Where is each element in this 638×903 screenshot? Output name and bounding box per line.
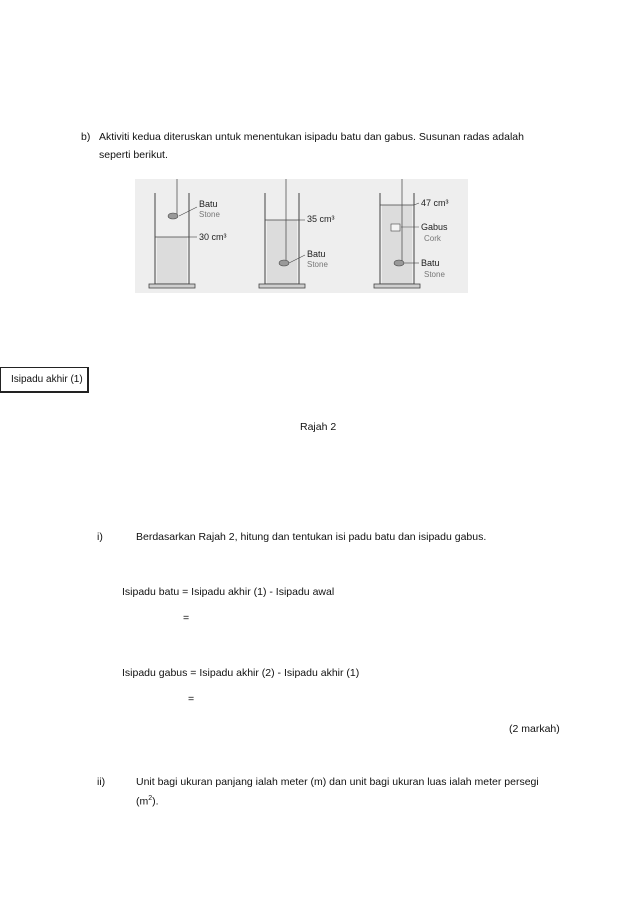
equation-batu: Isipadu batu = Isipadu akhir (1) - Isipadu awal: [122, 586, 335, 598]
cyl3-label-gabus: Gabus: [421, 222, 448, 232]
cyl2-label-stone: Stone: [307, 260, 328, 269]
cyl3-volume: 47 cm³: [421, 198, 449, 208]
marks-label: (2 markah): [509, 723, 560, 735]
cyl3-label-batu: Batu: [421, 258, 440, 268]
part-b-line2: seperti berikut.: [99, 149, 168, 161]
unit-open: (m: [136, 795, 149, 808]
equation-gabus: Isipadu gabus = Isipadu akhir (2) - Isipadu akhir (1): [122, 667, 360, 679]
cyl3-label-cork: Cork: [424, 234, 441, 243]
part-b-label: b): [81, 131, 91, 143]
cyl2-label-batu: Batu: [307, 249, 326, 259]
unit-superscript: 2: [148, 795, 153, 802]
cyl1-label-stone: Stone: [199, 210, 220, 219]
question-i-number: i): [97, 531, 103, 543]
cylinder-3: [374, 179, 420, 288]
measuring-cylinders-figure: [135, 179, 468, 293]
cyl1-label-batu: Batu: [199, 199, 218, 209]
cyl1-volume: 30 cm³: [199, 232, 227, 242]
question-i-text: Berdasarkan Rajah 2, hitung dan tentukan isi padu batu dan isipadu gabus.: [136, 531, 487, 543]
part-b-line1: Aktiviti kedua diteruskan untuk menentukan isipadu batu dan gabus. Susunan radas adalah: [99, 131, 524, 143]
question-ii-line2: [136, 795, 159, 808]
cylinder-1: [149, 179, 197, 288]
question-ii-line1: Unit bagi ukuran panjang ialah meter (m) dan unit bagi ukuran luas ialah meter persegi: [136, 776, 539, 788]
cylinder-2: [259, 179, 305, 288]
question-ii-number: ii): [97, 776, 106, 788]
equation-batu-equals: =: [183, 612, 190, 624]
cyl2-volume: 35 cm³: [307, 214, 335, 224]
figure-caption: Rajah 2: [300, 421, 337, 433]
equation-gabus-equals: =: [188, 693, 195, 705]
cyl3-label-stone: Stone: [424, 270, 445, 279]
unit-close: ).: [152, 795, 159, 808]
side-label-box: Isipadu akhir (1): [0, 367, 89, 393]
cylinders-illustration: [135, 179, 468, 293]
